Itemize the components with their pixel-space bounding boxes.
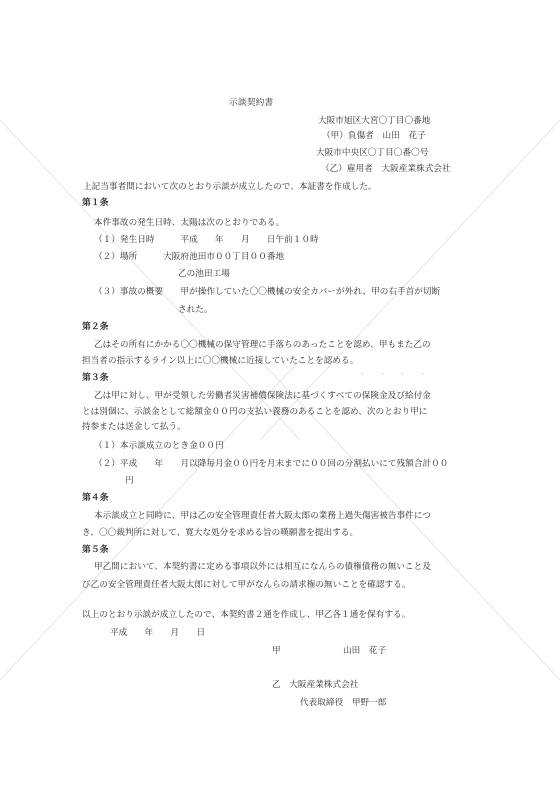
document-title: 示談契約書: [229, 98, 274, 108]
article-3-line-1: 乙は甲に対し、甲が受領した労働者災害補償保険法に基づくすべての保険金及び給付金: [94, 391, 431, 401]
article-1-item-2-cont: 乙の池田工場: [178, 269, 230, 279]
closing-text: 以上のとおり示談が成立したので、本契約書２通を作成し、甲乙各１通を保有する。: [82, 610, 411, 620]
watermark-stamp: ・ ・ ・ ・: [357, 370, 428, 380]
article-3-item-1: （１）本示談成立のとき金００円: [94, 441, 224, 451]
article-4-line-2: き、〇〇裁判所に対して、寛大な処分を求める旨の嘆願書を提出する。: [82, 528, 359, 538]
signature-a-name: 山田 花子: [343, 646, 387, 656]
article-3-item-2-cont: 円: [125, 476, 134, 486]
signature-b-representative: 代表取締役 甲野一郎: [300, 698, 387, 708]
article-2-heading: 第２条: [82, 322, 109, 332]
party-a: （甲）負傷者 山田 花子: [322, 131, 426, 141]
article-4-heading: 第４条: [82, 493, 109, 503]
article-3-heading: 第３条: [82, 373, 109, 383]
article-1-item-1: （１）発生日時 平成 年 月 日午前１０時: [94, 235, 319, 245]
article-1-heading: 第１条: [82, 198, 109, 208]
article-4-line-1: 本示談成立と同時に、甲は乙の安全管理責任者大阪太郎の業務上過失傷害被告事件につ: [94, 511, 431, 521]
signature-a-label: 甲: [272, 646, 281, 656]
article-3-line-2: とは別個に、示談金として総額金００円の支払い義務のあることを認め、次のとおり甲に: [82, 407, 428, 417]
intro-text: 上記当事者間において次のとおり示談が成立したので、本証書を作成した。: [83, 182, 377, 192]
article-1-lead: 本件事故の発生日時、太陽は次のとおりである。: [94, 218, 285, 228]
article-1-item-3-cont: された。: [178, 305, 213, 315]
party-a-address: 大阪市旭区大宮〇丁目〇番地: [318, 116, 431, 126]
article-5-heading: 第５条: [82, 545, 109, 555]
article-5-line-2: び乙の安全管理責任者大阪太郎に対して甲がなんらの請求権の無いことを確認する。: [82, 580, 411, 590]
contract-date: 平成 年 月 日: [110, 628, 206, 638]
article-2-line-1: 乙はその所有にかかる〇〇機械の保守管理に手落ちのあったことを認め、甲もまた乙の: [94, 340, 431, 350]
article-5-line-1: 甲乙間において、本契約書に定める事項以外には相互になんらの債権債務の無いこと及: [94, 562, 431, 572]
party-b: （乙）雇用者 大阪産業株式会社: [321, 164, 451, 174]
party-b-address: 大阪市中央区〇丁目〇番〇号: [316, 148, 429, 158]
signature-b-company: 乙 大阪産業株式会社: [272, 680, 359, 690]
article-3-item-2: （２）平成 年 月以降毎月金００円を月末までに００回の分割払いにて残額合計００: [94, 459, 449, 469]
article-1-item-3: （３）事故の概要 甲が操作していた〇〇機械の安全カバーが外れ、甲の右手首が切断: [94, 287, 441, 297]
article-3-line-3: 持参または送金して払う。: [82, 422, 186, 432]
article-1-item-2: （２）場所 大阪府池田市００丁目００番地: [94, 252, 285, 262]
article-2-line-2: 担当者の指示するライン以上に〇〇機械に近接していたことを認める。: [82, 356, 359, 366]
